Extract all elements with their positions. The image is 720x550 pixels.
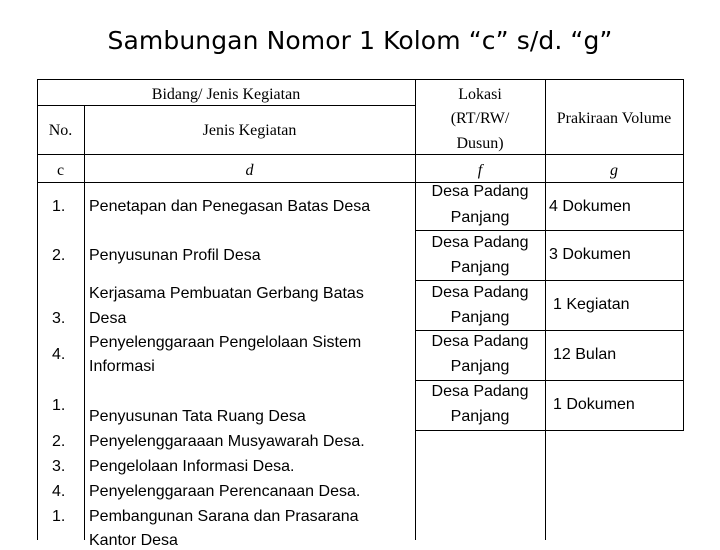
volume-text: 1 Kegiatan [553, 296, 630, 313]
column-code-f: f [477, 162, 483, 179]
table-column-divider [545, 79, 546, 540]
table-row-divider [415, 380, 683, 381]
column-code-c: c [56, 162, 65, 179]
table-row-divider [415, 280, 683, 281]
header-no: No. [48, 122, 73, 139]
table-header-divider [37, 182, 683, 183]
location-text: Desa Padang [431, 284, 529, 301]
activity-text: Kerjasama Pembuatan Gerbang Batas [89, 285, 364, 302]
column-code-g: g [610, 162, 618, 179]
header-lokasi: Dusun) [456, 135, 504, 152]
header-lokasi: Lokasi [458, 86, 502, 103]
row-number: 1. [52, 508, 66, 525]
location-text: Desa Padang [431, 383, 529, 400]
row-number: 3. [52, 310, 66, 327]
header-prakiraan-volume: Prakiraan Volume [556, 110, 672, 127]
activity-text: Desa [89, 310, 127, 327]
table-row-divider [415, 330, 683, 331]
row-number: 4. [52, 483, 66, 500]
row-number: 2. [52, 433, 66, 450]
table-header-divider [37, 154, 683, 155]
activity-text: Pengelolaan Informasi Desa. [89, 458, 295, 475]
activity-text: Informasi [89, 358, 155, 375]
location-text: Desa Padang [431, 234, 529, 251]
activity-text: Penetapan dan Penegasan Batas Desa [89, 198, 371, 215]
location-text: Panjang [450, 309, 510, 326]
table-row-divider [415, 230, 683, 231]
activity-text: Penyelenggaraaan Musyawarah Desa. [89, 433, 365, 450]
volume-text: 12 Bulan [553, 346, 617, 363]
column-code-d: d [245, 162, 254, 179]
page-title: Sambungan Nomor 1 Kolom “c” s/d. “g” [107, 26, 613, 55]
volume-text: 3 Dokumen [549, 246, 631, 263]
row-number: 1. [52, 397, 66, 414]
activity-text: Kantor Desa [89, 532, 178, 549]
location-text: Panjang [450, 259, 510, 276]
table-top-border [37, 79, 683, 80]
row-number: 4. [52, 346, 66, 363]
location-text: Panjang [450, 358, 510, 375]
header-bidang: Bidang/ Jenis Kegiatan [151, 86, 301, 103]
activity-text: Penyelenggaraan Perencanaan Desa. [89, 483, 361, 500]
volume-text: 1 Dokumen [553, 396, 635, 413]
activity-text: Pembangunan Sarana dan Prasarana [89, 508, 359, 525]
activity-text: Penyusunan Tata Ruang Desa [89, 408, 306, 425]
volume-text: 4 Dokumen [549, 198, 631, 215]
table-right-border [683, 79, 684, 431]
location-text: Desa Padang [431, 333, 529, 350]
table-row-divider [415, 430, 683, 431]
row-number: 3. [52, 458, 66, 475]
row-number: 1. [52, 198, 66, 215]
location-text: Panjang [450, 408, 510, 425]
table-left-border [37, 79, 38, 540]
activity-text: Penyelenggaraan Pengelolaan Sistem [89, 334, 362, 351]
header-jenis-kegiatan: Jenis Kegiatan [202, 122, 297, 139]
table-header-divider [37, 105, 415, 106]
location-text: Desa Padang [431, 183, 529, 200]
location-text: Panjang [450, 209, 510, 226]
activity-text: Penyusunan Profil Desa [89, 247, 261, 264]
header-lokasi: (RT/RW/ [450, 110, 510, 127]
row-number: 2. [52, 247, 66, 264]
